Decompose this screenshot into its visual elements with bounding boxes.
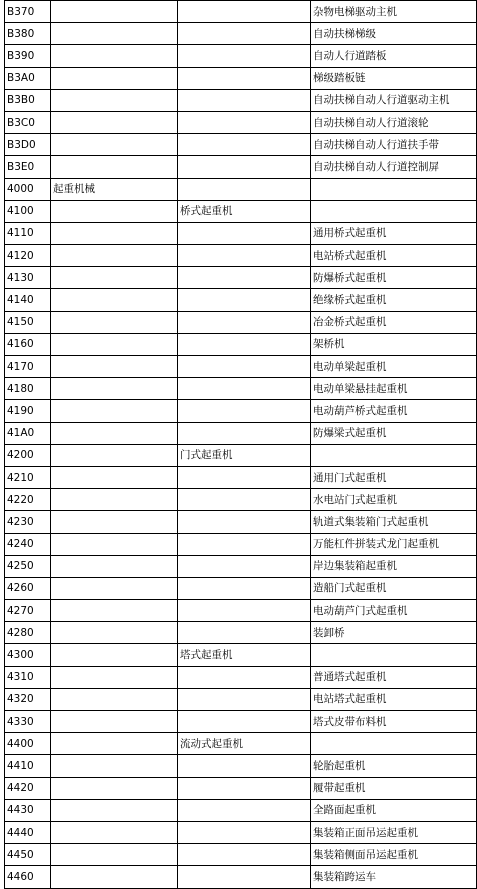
variety-cell: 水电站门式起重机 xyxy=(311,489,477,511)
category-cell xyxy=(51,733,178,755)
table-row xyxy=(5,45,477,67)
variety-cell: 电站塔式起重机 xyxy=(311,688,477,710)
category-cell xyxy=(51,67,178,89)
category-cell xyxy=(51,156,178,178)
code-cell: B390 xyxy=(5,45,51,67)
class-cell: 桥式起重机 xyxy=(178,200,311,222)
variety-cell xyxy=(311,644,477,666)
code-cell: 4440 xyxy=(5,821,51,843)
code-cell: 4410 xyxy=(5,755,51,777)
code-cell: 4460 xyxy=(5,866,51,888)
variety-cell: 冶金桥式起重机 xyxy=(311,311,477,333)
class-cell xyxy=(178,466,311,488)
class-cell xyxy=(178,1,311,23)
table-row xyxy=(5,267,477,289)
table-row xyxy=(5,511,477,533)
class-cell xyxy=(178,755,311,777)
code-cell: 4280 xyxy=(5,622,51,644)
code-cell: 4320 xyxy=(5,688,51,710)
variety-cell: 自动扶梯自动人行道扶手带 xyxy=(311,134,477,156)
table-row xyxy=(5,444,477,466)
category-cell xyxy=(51,711,178,733)
class-cell xyxy=(178,23,311,45)
category-cell xyxy=(51,378,178,400)
table-row xyxy=(5,466,477,488)
category-cell: 起重机械 xyxy=(51,178,178,200)
variety-cell xyxy=(311,733,477,755)
code-cell: 4160 xyxy=(5,333,51,355)
code-cell: 4330 xyxy=(5,711,51,733)
code-cell: 4420 xyxy=(5,777,51,799)
category-cell xyxy=(51,222,178,244)
category-cell xyxy=(51,245,178,267)
class-cell xyxy=(178,422,311,444)
class-cell xyxy=(178,533,311,555)
variety-cell: 自动扶梯自动人行道控制屏 xyxy=(311,156,477,178)
category-cell xyxy=(51,466,178,488)
code-cell: B380 xyxy=(5,23,51,45)
variety-cell xyxy=(311,444,477,466)
class-cell xyxy=(178,111,311,133)
variety-cell: 电动葫芦桥式起重机 xyxy=(311,400,477,422)
class-cell xyxy=(178,378,311,400)
variety-cell: 集装箱侧面吊运起重机 xyxy=(311,844,477,866)
table-row xyxy=(5,289,477,311)
code-cell: 4190 xyxy=(5,400,51,422)
code-cell: B3E0 xyxy=(5,156,51,178)
variety-cell: 岸边集装箱起重机 xyxy=(311,555,477,577)
variety-cell: 全路面起重机 xyxy=(311,799,477,821)
variety-cell: 防爆桥式起重机 xyxy=(311,267,477,289)
table-row xyxy=(5,111,477,133)
table-row xyxy=(5,23,477,45)
table-row xyxy=(5,378,477,400)
category-cell xyxy=(51,799,178,821)
variety-cell: 梯级踏板链 xyxy=(311,67,477,89)
table-row xyxy=(5,311,477,333)
table-row xyxy=(5,866,477,888)
category-cell xyxy=(51,600,178,622)
variety-cell: 电动葫芦门式起重机 xyxy=(311,600,477,622)
code-cell: 4140 xyxy=(5,289,51,311)
variety-cell xyxy=(311,200,477,222)
category-cell xyxy=(51,866,178,888)
class-cell xyxy=(178,356,311,378)
variety-cell: 电动单梁起重机 xyxy=(311,356,477,378)
code-cell: 4210 xyxy=(5,466,51,488)
table-row xyxy=(5,577,477,599)
category-cell xyxy=(51,422,178,444)
category-cell xyxy=(51,200,178,222)
class-cell xyxy=(178,844,311,866)
code-cell: 4300 xyxy=(5,644,51,666)
class-cell: 门式起重机 xyxy=(178,444,311,466)
table-row xyxy=(5,711,477,733)
class-cell xyxy=(178,178,311,200)
variety-cell xyxy=(311,178,477,200)
class-cell: 塔式起重机 xyxy=(178,644,311,666)
category-cell xyxy=(51,844,178,866)
table-row xyxy=(5,666,477,688)
code-cell: 4430 xyxy=(5,799,51,821)
code-cell: B3C0 xyxy=(5,111,51,133)
table-row xyxy=(5,489,477,511)
code-cell: 4150 xyxy=(5,311,51,333)
category-cell xyxy=(51,1,178,23)
category-cell xyxy=(51,400,178,422)
equipment-code-sheet xyxy=(4,0,476,889)
class-cell xyxy=(178,245,311,267)
category-cell xyxy=(51,45,178,67)
table-row xyxy=(5,422,477,444)
class-cell xyxy=(178,666,311,688)
variety-cell: 履带起重机 xyxy=(311,777,477,799)
code-cell: 4260 xyxy=(5,577,51,599)
variety-cell: 绝缘桥式起重机 xyxy=(311,289,477,311)
variety-cell: 集装箱跨运车 xyxy=(311,866,477,888)
class-cell xyxy=(178,400,311,422)
table-row xyxy=(5,688,477,710)
variety-cell: 自动扶梯自动人行道滚轮 xyxy=(311,111,477,133)
table-row xyxy=(5,555,477,577)
code-cell: 4450 xyxy=(5,844,51,866)
class-cell xyxy=(178,511,311,533)
category-cell xyxy=(51,533,178,555)
class-cell: 流动式起重机 xyxy=(178,733,311,755)
category-cell xyxy=(51,134,178,156)
table-row xyxy=(5,600,477,622)
variety-cell: 塔式皮带布料机 xyxy=(311,711,477,733)
category-cell xyxy=(51,311,178,333)
category-cell xyxy=(51,755,178,777)
variety-cell: 万能杠件拼装式龙门起重机 xyxy=(311,533,477,555)
category-cell xyxy=(51,89,178,111)
code-cell: 4100 xyxy=(5,200,51,222)
code-cell: 4270 xyxy=(5,600,51,622)
code-cell: 4130 xyxy=(5,267,51,289)
table-row xyxy=(5,156,477,178)
variety-cell: 通用门式起重机 xyxy=(311,466,477,488)
variety-cell: 轨道式集装箱门式起重机 xyxy=(311,511,477,533)
class-cell xyxy=(178,711,311,733)
class-cell xyxy=(178,688,311,710)
variety-cell: 防爆梁式起重机 xyxy=(311,422,477,444)
variety-cell: 杂物电梯驱动主机 xyxy=(311,1,477,23)
variety-cell: 自动扶梯自动人行道驱动主机 xyxy=(311,89,477,111)
table-row xyxy=(5,1,477,23)
variety-cell: 电站桥式起重机 xyxy=(311,245,477,267)
category-cell xyxy=(51,821,178,843)
code-cell: 4250 xyxy=(5,555,51,577)
category-cell xyxy=(51,666,178,688)
class-cell xyxy=(178,67,311,89)
category-cell xyxy=(51,267,178,289)
class-cell xyxy=(178,821,311,843)
equipment-code-table xyxy=(4,0,477,889)
class-cell xyxy=(178,333,311,355)
category-cell xyxy=(51,511,178,533)
code-cell: 4310 xyxy=(5,666,51,688)
class-cell xyxy=(178,577,311,599)
table-row xyxy=(5,89,477,111)
table-row xyxy=(5,644,477,666)
class-cell xyxy=(178,89,311,111)
category-cell xyxy=(51,555,178,577)
class-cell xyxy=(178,799,311,821)
code-cell: 4000 xyxy=(5,178,51,200)
table-row xyxy=(5,245,477,267)
variety-cell: 装卸桥 xyxy=(311,622,477,644)
code-cell: 4240 xyxy=(5,533,51,555)
class-cell xyxy=(178,600,311,622)
code-cell: 4180 xyxy=(5,378,51,400)
category-cell xyxy=(51,111,178,133)
code-cell: B3B0 xyxy=(5,89,51,111)
class-cell xyxy=(178,222,311,244)
class-cell xyxy=(178,311,311,333)
table-row xyxy=(5,821,477,843)
class-cell xyxy=(178,156,311,178)
code-cell: 4120 xyxy=(5,245,51,267)
variety-cell: 普通塔式起重机 xyxy=(311,666,477,688)
category-cell xyxy=(51,644,178,666)
code-cell: 4230 xyxy=(5,511,51,533)
table-row xyxy=(5,333,477,355)
variety-cell: 电动单梁悬挂起重机 xyxy=(311,378,477,400)
code-cell: B370 xyxy=(5,1,51,23)
table-row xyxy=(5,777,477,799)
table-row xyxy=(5,178,477,200)
class-cell xyxy=(178,555,311,577)
category-cell xyxy=(51,333,178,355)
table-row xyxy=(5,222,477,244)
code-cell: 41A0 xyxy=(5,422,51,444)
table-body xyxy=(5,1,477,889)
category-cell xyxy=(51,444,178,466)
category-cell xyxy=(51,622,178,644)
table-row xyxy=(5,755,477,777)
table-row xyxy=(5,400,477,422)
table-row xyxy=(5,356,477,378)
class-cell xyxy=(178,866,311,888)
variety-cell: 轮胎起重机 xyxy=(311,755,477,777)
code-cell: 4400 xyxy=(5,733,51,755)
code-cell: B3D0 xyxy=(5,134,51,156)
variety-cell: 架桥机 xyxy=(311,333,477,355)
class-cell xyxy=(178,489,311,511)
category-cell xyxy=(51,289,178,311)
variety-cell: 通用桥式起重机 xyxy=(311,222,477,244)
variety-cell: 集装箱正面吊运起重机 xyxy=(311,821,477,843)
category-cell xyxy=(51,356,178,378)
table-row xyxy=(5,733,477,755)
category-cell xyxy=(51,688,178,710)
variety-cell: 造船门式起重机 xyxy=(311,577,477,599)
class-cell xyxy=(178,777,311,799)
code-cell: 4220 xyxy=(5,489,51,511)
code-cell: 4170 xyxy=(5,356,51,378)
code-cell: B3A0 xyxy=(5,67,51,89)
class-cell xyxy=(178,267,311,289)
table-row xyxy=(5,67,477,89)
class-cell xyxy=(178,134,311,156)
table-row xyxy=(5,200,477,222)
variety-cell: 自动扶梯梯级 xyxy=(311,23,477,45)
table-row xyxy=(5,622,477,644)
table-row xyxy=(5,134,477,156)
category-cell xyxy=(51,489,178,511)
class-cell xyxy=(178,45,311,67)
table-row xyxy=(5,799,477,821)
class-cell xyxy=(178,289,311,311)
table-row xyxy=(5,533,477,555)
code-cell: 4200 xyxy=(5,444,51,466)
code-cell: 4110 xyxy=(5,222,51,244)
category-cell xyxy=(51,577,178,599)
variety-cell: 自动人行道踏板 xyxy=(311,45,477,67)
class-cell xyxy=(178,622,311,644)
category-cell xyxy=(51,23,178,45)
category-cell xyxy=(51,777,178,799)
table-row xyxy=(5,844,477,866)
